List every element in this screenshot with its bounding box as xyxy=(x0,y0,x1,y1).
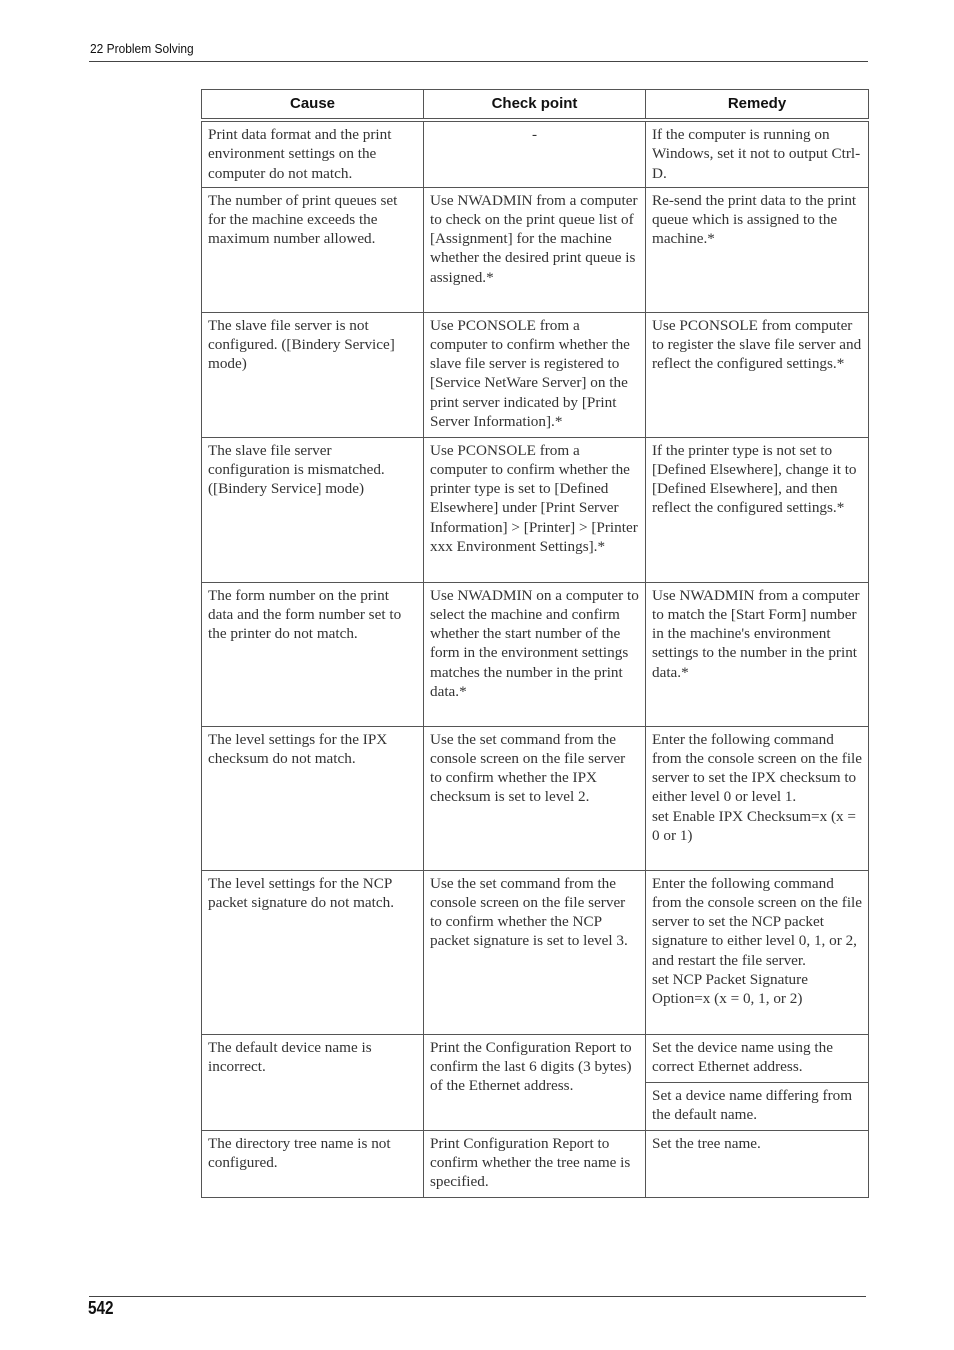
remedy-alt-cell: Set a device name differing from the default name. xyxy=(646,1082,869,1130)
check-point-cell: Use PCONSOLE from a computer to confirm whether the slave file server is registered to [Service NetWare Server] on the print server indicated by [Print Server Information].* xyxy=(424,312,646,437)
remedy-cell: Enter the following command from the console screen on the file server to set the IPX checksum to either level 0 or level 1. set Enable IPX Checksum=x (x = 0 or 1) xyxy=(646,726,869,870)
remedy-cell: Enter the following command from the console screen on the file server to set the NCP packet signature to either level 0, 1, or 2, and restart the file server. set NCP Packet Signature Option=x (x = 0, 1, or 2) xyxy=(646,870,869,1034)
remedy-cell: Set the device name using the correct Ethernet address. xyxy=(646,1034,869,1082)
remedy-cell: Set the tree name. xyxy=(646,1130,869,1197)
table-row xyxy=(202,1034,869,1082)
cause-cell: Print data format and the print environment settings on the computer do not match. xyxy=(202,120,424,187)
table-row xyxy=(202,582,869,726)
cause-cell: The form number on the print data and the form number set to the printer do not match. xyxy=(202,582,424,726)
table-row xyxy=(202,726,869,870)
troubleshooting-table xyxy=(201,89,869,1198)
page-number: 542 xyxy=(88,1298,114,1318)
cause-cell: The slave file server is not configured. ([Bindery Service] mode) xyxy=(202,312,424,437)
check-point-cell: Use the set command from the console screen on the file server to confirm whether the NCP packet signature is set to level 3. xyxy=(424,870,646,1034)
check-point-cell: - xyxy=(424,120,646,187)
cause-cell: The number of print queues set for the machine exceeds the maximum number allowed. xyxy=(202,187,424,312)
cause-cell: The level settings for the NCP packet signature do not match. xyxy=(202,870,424,1034)
check-point-cell: Use NWADMIN from a computer to check on the print queue list of [Assignment] for the machine whether the desired print queue is assigned.* xyxy=(424,187,646,312)
remedy-cell: Re-send the print data to the print queue which is assigned to the machine.* xyxy=(646,187,869,312)
remedy-cell: Use PCONSOLE from computer to register the slave file server and reflect the configured settings.* xyxy=(646,312,869,437)
table-header-row xyxy=(202,90,869,121)
remedy-cell: Use NWADMIN from a computer to match the [Start Form] number in the machine's environment settings to the number in the print data.* xyxy=(646,582,869,726)
running-header: 22 Problem Solving xyxy=(90,41,194,56)
check-point-cell: Print the Configuration Report to confirm the last 6 digits (3 bytes) of the Ethernet address. xyxy=(424,1034,646,1130)
column-header-cause: Cause xyxy=(202,90,424,121)
column-header-check-point: Check point xyxy=(424,90,646,121)
table-row xyxy=(202,437,869,582)
header-rule xyxy=(89,61,868,62)
remedy-cell: If the printer type is not set to [Defined Elsewhere], change it to [Defined Elsewhere], and then reflect the configured settings.* xyxy=(646,437,869,582)
table-row xyxy=(202,1130,869,1197)
remedy-cell: If the computer is running on Windows, set it not to output Ctrl-D. xyxy=(646,120,869,187)
cause-cell: The slave file server configuration is mismatched. ([Bindery Service] mode) xyxy=(202,437,424,582)
check-point-cell: Use NWADMIN on a computer to select the machine and confirm whether the start number of the form in the environment settings matches the number in the print data.* xyxy=(424,582,646,726)
cause-cell: The default device name is incorrect. xyxy=(202,1034,424,1130)
check-point-cell: Print Configuration Report to confirm whether the tree name is specified. xyxy=(424,1130,646,1197)
table-row xyxy=(202,870,869,1034)
table-row xyxy=(202,187,869,312)
cause-cell: The level settings for the IPX checksum do not match. xyxy=(202,726,424,870)
check-point-cell: Use PCONSOLE from a computer to confirm whether the printer type is set to [Defined Elsewhere] under [Print Server Information] > [Printer] > [Printer xxx Environment Settings].* xyxy=(424,437,646,582)
column-header-remedy: Remedy xyxy=(646,90,869,121)
table-row xyxy=(202,120,869,187)
check-point-cell: Use the set command from the console screen on the file server to confirm whether the IPX checksum is set to level 2. xyxy=(424,726,646,870)
cause-cell: The directory tree name is not configured. xyxy=(202,1130,424,1197)
footer-rule xyxy=(89,1296,866,1297)
table-row xyxy=(202,312,869,437)
